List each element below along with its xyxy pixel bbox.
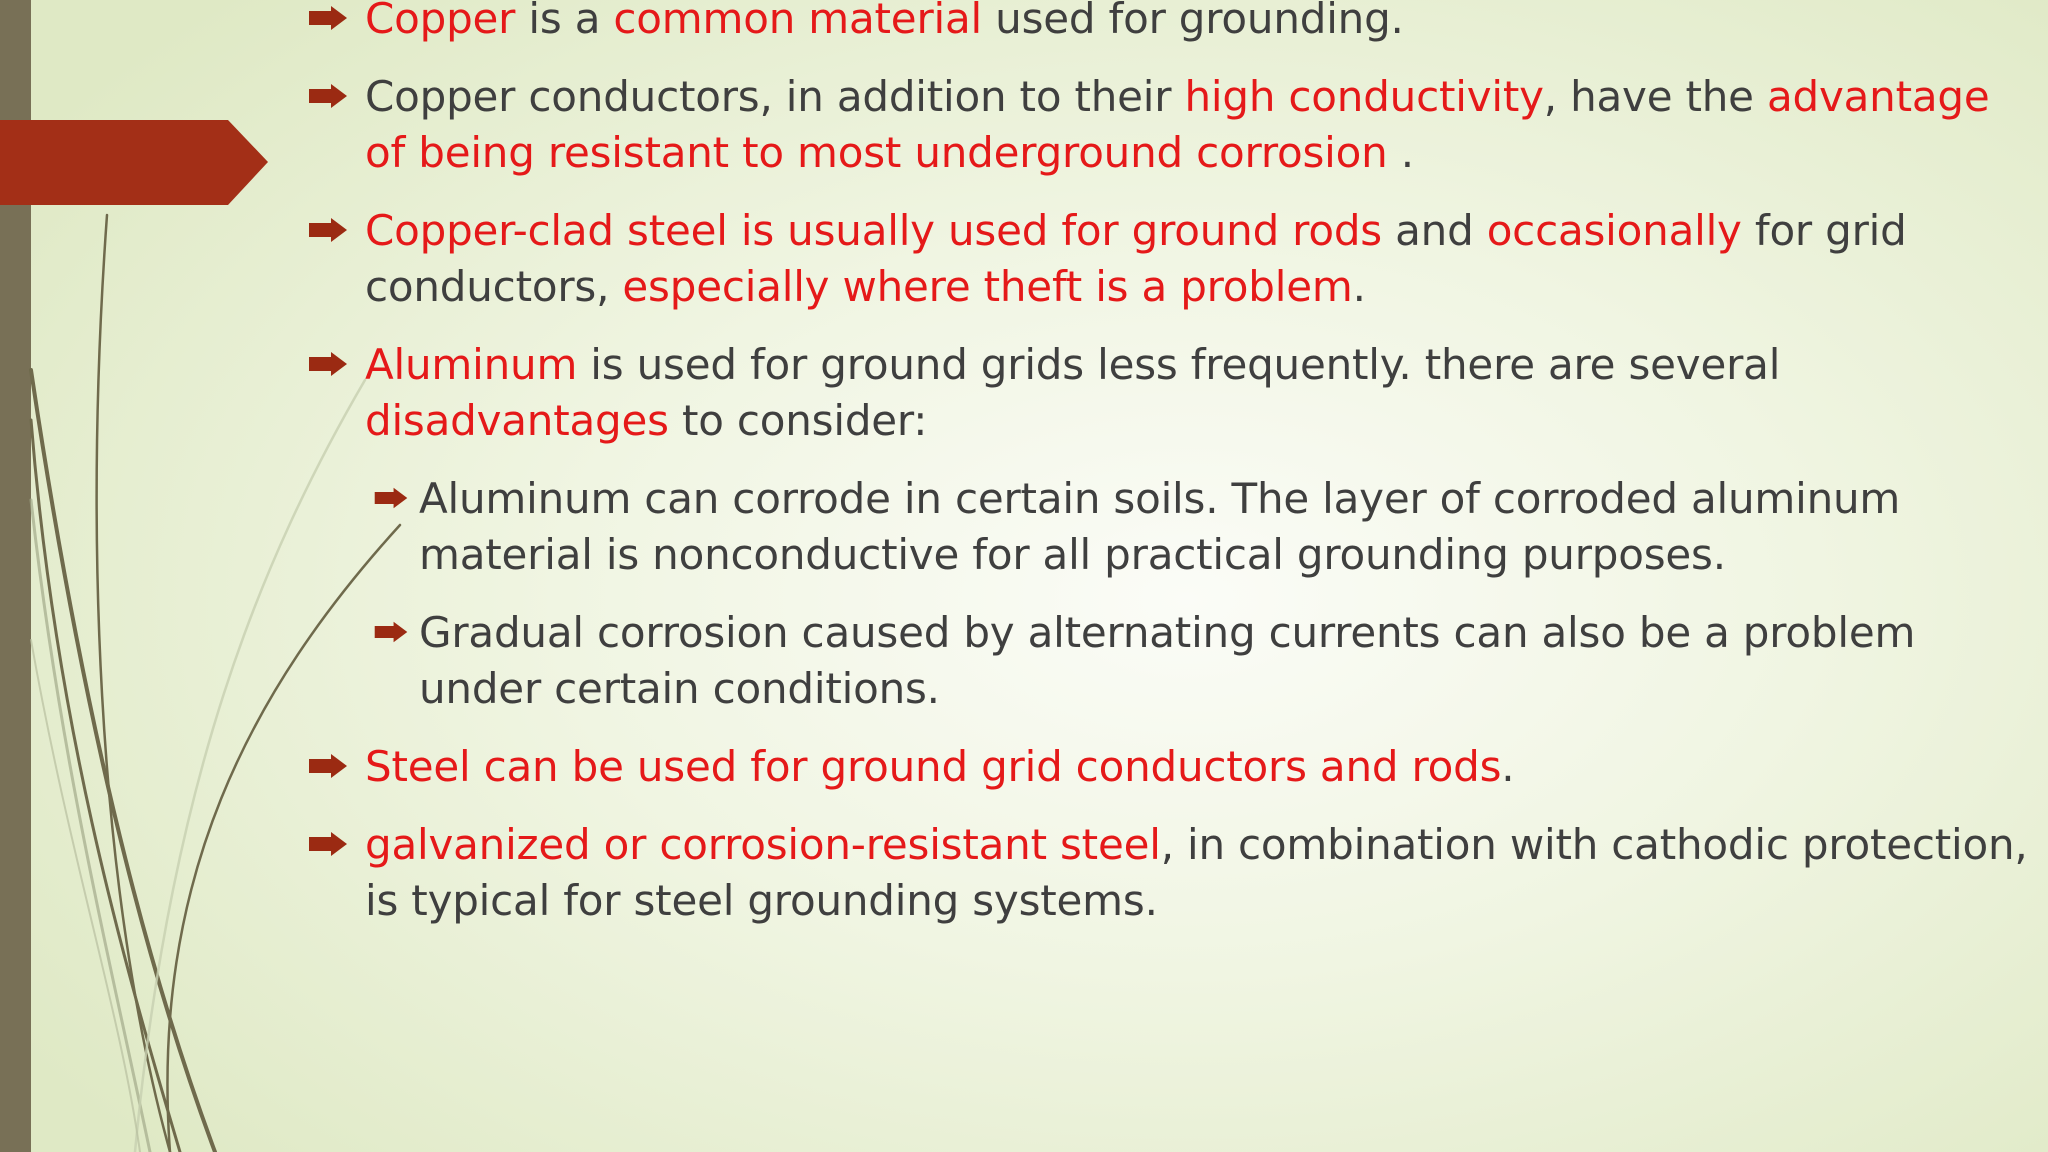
highlighted-text: especially where theft is a problem <box>622 262 1353 311</box>
stem-line <box>97 215 170 1152</box>
sub-bullet-item <box>373 471 2035 583</box>
arrow-bullet-icon <box>307 84 349 108</box>
body-text: Copper conductors, in addition to their <box>365 72 1185 121</box>
bullet-item <box>305 739 2035 795</box>
bullet-item <box>305 337 2035 449</box>
arrow-bullet-icon <box>307 754 349 778</box>
body-text: , in combination with cathodic protection, is typical for steel grounding systems. <box>365 820 2028 925</box>
bullet-item <box>305 0 2035 47</box>
body-text: is a <box>515 0 614 43</box>
body-text: used for grounding. <box>982 0 1404 43</box>
body-text: and <box>1381 206 1487 255</box>
stem-line <box>31 420 180 1152</box>
arrow-bullet-icon <box>373 487 409 509</box>
highlighted-text: Aluminum <box>365 340 578 389</box>
bullet-item <box>305 69 2035 181</box>
body-text: is used for ground grids less frequently. there are several <box>577 340 1781 389</box>
highlighted-text: high conductivity <box>1184 72 1544 121</box>
bullet-list <box>305 0 2035 951</box>
bullet-item <box>305 817 2035 929</box>
stem-line <box>31 370 215 1152</box>
highlighted-text: advantage of being resistant to most underground corrosion <box>365 72 1990 177</box>
highlighted-text: Copper-clad steel is usually used for ground rods <box>365 206 1382 255</box>
body-text: Aluminum can corrode in certain soils. The layer of corroded aluminum material is nonconductive for all practical grounding purposes. <box>419 474 1901 579</box>
bullet-item <box>305 203 2035 315</box>
highlighted-text: Steel can be used for ground grid conductors and rods <box>365 742 1502 791</box>
arrow-bullet-icon <box>307 218 349 242</box>
arrow-bullet-icon <box>373 621 409 643</box>
highlighted-text: common material <box>613 0 982 43</box>
body-text: . <box>1352 262 1366 311</box>
body-text: , have the <box>1543 72 1767 121</box>
highlighted-text: disadvantages <box>365 396 669 445</box>
accent-tab <box>0 120 268 205</box>
body-text: . <box>1501 742 1515 791</box>
sub-bullet-item <box>373 605 2035 717</box>
highlighted-text: Copper <box>365 0 516 43</box>
stem-line <box>31 640 140 1152</box>
highlighted-text: occasionally <box>1486 206 1742 255</box>
arrow-bullet-icon <box>307 352 349 376</box>
body-text: to consider: <box>668 396 928 445</box>
arrow-bullet-icon <box>307 6 349 30</box>
body-text: Gradual corrosion caused by alternating currents can also be a problem under certain conditions. <box>419 608 1916 713</box>
arrow-bullet-icon <box>307 832 349 856</box>
highlighted-text: galvanized or corrosion-resistant steel <box>365 820 1161 869</box>
body-text: . <box>1387 128 1414 177</box>
body-text: for grid conductors, <box>365 206 1907 311</box>
stem-line <box>31 500 150 1152</box>
